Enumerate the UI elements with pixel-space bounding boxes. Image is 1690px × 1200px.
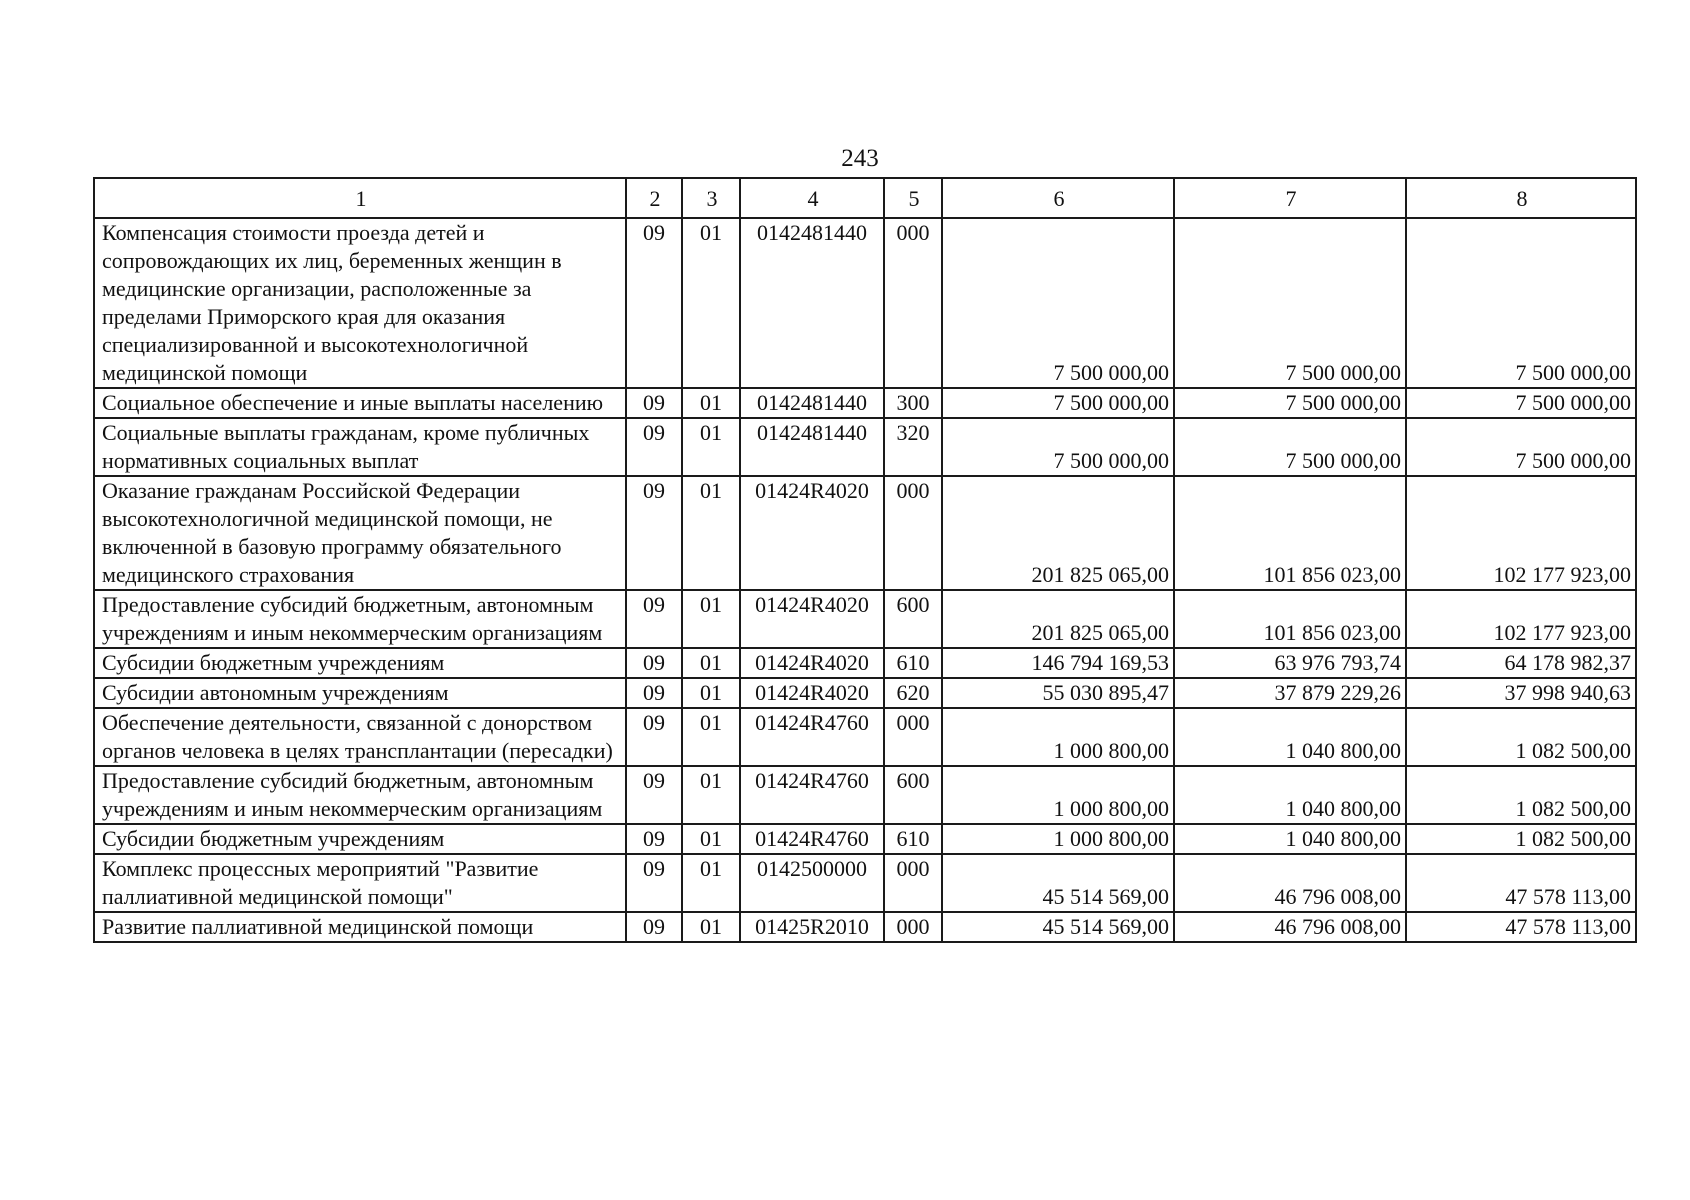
column-header: 7 bbox=[1174, 178, 1406, 218]
target-article-code: 01424R4760 bbox=[740, 766, 884, 824]
table-row bbox=[94, 590, 1636, 648]
amount-col8: 7 500 000,00 bbox=[1406, 218, 1636, 388]
subsection-code: 01 bbox=[682, 708, 740, 766]
table-row bbox=[94, 766, 1636, 824]
section-code: 09 bbox=[626, 476, 682, 590]
amount-col6: 1 000 800,00 bbox=[942, 708, 1174, 766]
subsection-code: 01 bbox=[682, 476, 740, 590]
item-name: Предоставление субсидий бюджетным, автономным учреждениям и иным некоммерческим организациям bbox=[94, 766, 626, 824]
target-article-code: 0142481440 bbox=[740, 388, 884, 418]
subsection-code: 01 bbox=[682, 388, 740, 418]
expense-type-code: 610 bbox=[884, 824, 942, 854]
page-number: 243 bbox=[841, 145, 879, 172]
column-header: 3 bbox=[682, 178, 740, 218]
table-row bbox=[94, 218, 1636, 388]
amount-col6: 45 514 569,00 bbox=[942, 854, 1174, 912]
expense-type-code: 320 bbox=[884, 418, 942, 476]
amount-col8: 1 082 500,00 bbox=[1406, 708, 1636, 766]
section-code: 09 bbox=[626, 824, 682, 854]
item-name: Обеспечение деятельности, связанной с донорством органов человека в целях трансплантации (пересадки) bbox=[94, 708, 626, 766]
amount-col8: 37 998 940,63 bbox=[1406, 678, 1636, 708]
subsection-code: 01 bbox=[682, 912, 740, 942]
section-code: 09 bbox=[626, 912, 682, 942]
section-code: 09 bbox=[626, 708, 682, 766]
amount-col7: 101 856 023,00 bbox=[1174, 476, 1406, 590]
item-name: Социальное обеспечение и иные выплаты населению bbox=[94, 388, 626, 418]
table-row bbox=[94, 476, 1636, 590]
amount-col6: 55 030 895,47 bbox=[942, 678, 1174, 708]
expense-type-code: 600 bbox=[884, 590, 942, 648]
expense-type-code: 620 bbox=[884, 678, 942, 708]
amount-col8: 64 178 982,37 bbox=[1406, 648, 1636, 678]
subsection-code: 01 bbox=[682, 648, 740, 678]
column-header: 6 bbox=[942, 178, 1174, 218]
item-name: Предоставление субсидий бюджетным, автономным учреждениям и иным некоммерческим организациям bbox=[94, 590, 626, 648]
item-name: Оказание гражданам Российской Федерации высокотехнологичной медицинской помощи, не включенной в базовую программу обязательного медицинского страхования bbox=[94, 476, 626, 590]
header-row bbox=[94, 178, 1636, 218]
column-header: 4 bbox=[740, 178, 884, 218]
amount-col7: 7 500 000,00 bbox=[1174, 418, 1406, 476]
item-name: Развитие паллиативной медицинской помощи bbox=[94, 912, 626, 942]
column-header: 2 bbox=[626, 178, 682, 218]
column-header: 8 bbox=[1406, 178, 1636, 218]
column-header: 5 bbox=[884, 178, 942, 218]
expense-type-code: 300 bbox=[884, 388, 942, 418]
section-code: 09 bbox=[626, 678, 682, 708]
section-code: 09 bbox=[626, 766, 682, 824]
target-article-code: 01424R4020 bbox=[740, 678, 884, 708]
amount-col6: 201 825 065,00 bbox=[942, 590, 1174, 648]
target-article-code: 01424R4020 bbox=[740, 590, 884, 648]
amount-col6: 45 514 569,00 bbox=[942, 912, 1174, 942]
amount-col7: 1 040 800,00 bbox=[1174, 708, 1406, 766]
subsection-code: 01 bbox=[682, 824, 740, 854]
table-row bbox=[94, 854, 1636, 912]
table-row bbox=[94, 912, 1636, 942]
target-article-code: 01424R4020 bbox=[740, 476, 884, 590]
item-name: Субсидии бюджетным учреждениям bbox=[94, 648, 626, 678]
table-row bbox=[94, 388, 1636, 418]
amount-col7: 46 796 008,00 bbox=[1174, 854, 1406, 912]
target-article-code: 01424R4020 bbox=[740, 648, 884, 678]
amount-col8: 102 177 923,00 bbox=[1406, 476, 1636, 590]
expense-type-code: 000 bbox=[884, 476, 942, 590]
amount-col6: 146 794 169,53 bbox=[942, 648, 1174, 678]
table-row bbox=[94, 418, 1636, 476]
expense-type-code: 000 bbox=[884, 854, 942, 912]
expense-type-code: 610 bbox=[884, 648, 942, 678]
table-row bbox=[94, 648, 1636, 678]
section-code: 09 bbox=[626, 648, 682, 678]
amount-col6: 7 500 000,00 bbox=[942, 388, 1174, 418]
amount-col7: 101 856 023,00 bbox=[1174, 590, 1406, 648]
amount-col7: 63 976 793,74 bbox=[1174, 648, 1406, 678]
amount-col8: 47 578 113,00 bbox=[1406, 912, 1636, 942]
subsection-code: 01 bbox=[682, 766, 740, 824]
item-name: Компенсация стоимости проезда детей и сопровождающих их лиц, беременных женщин в медицинские организации, расположенные за пределами Приморского края для оказания специализированной и высокотехнологичной медицинской помощи bbox=[94, 218, 626, 388]
target-article-code: 01424R4760 bbox=[740, 824, 884, 854]
table-row bbox=[94, 678, 1636, 708]
target-article-code: 01424R4760 bbox=[740, 708, 884, 766]
section-code: 09 bbox=[626, 418, 682, 476]
amount-col6: 201 825 065,00 bbox=[942, 476, 1174, 590]
subsection-code: 01 bbox=[682, 218, 740, 388]
table-row bbox=[94, 708, 1636, 766]
amount-col8: 1 082 500,00 bbox=[1406, 766, 1636, 824]
target-article-code: 0142500000 bbox=[740, 854, 884, 912]
target-article-code: 0142481440 bbox=[740, 418, 884, 476]
amount-col7: 1 040 800,00 bbox=[1174, 824, 1406, 854]
expense-type-code: 600 bbox=[884, 766, 942, 824]
item-name: Социальные выплаты гражданам, кроме публичных нормативных социальных выплат bbox=[94, 418, 626, 476]
subsection-code: 01 bbox=[682, 418, 740, 476]
amount-col7: 7 500 000,00 bbox=[1174, 388, 1406, 418]
amount-col6: 7 500 000,00 bbox=[942, 218, 1174, 388]
amount-col8: 7 500 000,00 bbox=[1406, 418, 1636, 476]
amount-col8: 102 177 923,00 bbox=[1406, 590, 1636, 648]
subsection-code: 01 bbox=[682, 678, 740, 708]
amount-col8: 1 082 500,00 bbox=[1406, 824, 1636, 854]
amount-col7: 7 500 000,00 bbox=[1174, 218, 1406, 388]
item-name: Субсидии бюджетным учреждениям bbox=[94, 824, 626, 854]
amount-col7: 37 879 229,26 bbox=[1174, 678, 1406, 708]
expense-type-code: 000 bbox=[884, 912, 942, 942]
subsection-code: 01 bbox=[682, 590, 740, 648]
section-code: 09 bbox=[626, 854, 682, 912]
amount-col7: 46 796 008,00 bbox=[1174, 912, 1406, 942]
amount-col8: 7 500 000,00 bbox=[1406, 388, 1636, 418]
target-article-code: 01425R2010 bbox=[740, 912, 884, 942]
subsection-code: 01 bbox=[682, 854, 740, 912]
section-code: 09 bbox=[626, 388, 682, 418]
expense-type-code: 000 bbox=[884, 218, 942, 388]
item-name: Комплекс процессных мероприятий "Развитие паллиативной медицинской помощи" bbox=[94, 854, 626, 912]
amount-col7: 1 040 800,00 bbox=[1174, 766, 1406, 824]
section-code: 09 bbox=[626, 218, 682, 388]
target-article-code: 0142481440 bbox=[740, 218, 884, 388]
amount-col6: 1 000 800,00 bbox=[942, 766, 1174, 824]
column-header: 1 bbox=[94, 178, 626, 218]
amount-col8: 47 578 113,00 bbox=[1406, 854, 1636, 912]
item-name: Субсидии автономным учреждениям bbox=[94, 678, 626, 708]
expense-type-code: 000 bbox=[884, 708, 942, 766]
budget-table bbox=[93, 177, 1637, 943]
amount-col6: 7 500 000,00 bbox=[942, 418, 1174, 476]
table-row bbox=[94, 824, 1636, 854]
section-code: 09 bbox=[626, 590, 682, 648]
amount-col6: 1 000 800,00 bbox=[942, 824, 1174, 854]
